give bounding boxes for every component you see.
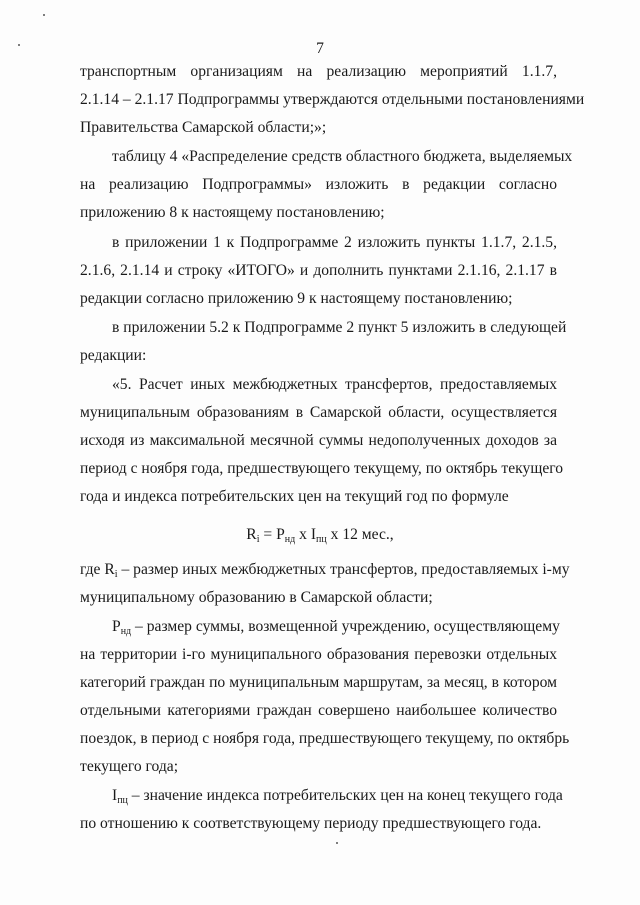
text-line: муниципальным образованиям в Самарской области, осуществляется: [80, 404, 557, 421]
definition-symbol: P: [112, 618, 121, 635]
text-line: редакции:: [80, 347, 147, 364]
text-line: исходя из максимальной месячной суммы недополученных доходов за: [80, 432, 557, 449]
definition-subscript: пц: [117, 795, 128, 806]
text-line: поездок, в период с ноября года, предшествующего текущему, по октябрь: [80, 730, 570, 747]
text-line: отдельными категориями граждан совершено наибольшее количество: [80, 702, 557, 719]
formula-text: x: [295, 526, 311, 543]
text-line: по отношению к соответствующему периоду предшествующего года.: [80, 815, 542, 832]
text-line: «5. Расчет иных межбюджетных трансфертов, предоставляемых: [112, 376, 557, 393]
text-line: редакции согласно приложению 9 к настоящему постановлению;: [80, 290, 513, 307]
text-line: в приложении 1 к Подпрограмме 2 изложить пункты 1.1.7, 2.1.5,: [112, 234, 557, 251]
text-line: на территории i-го муниципального образования перевозки отдельных: [80, 646, 557, 663]
scan-speck: [43, 14, 45, 16]
definition-line: $P_{нд}$ – размер суммы, возмещенной учреждению, осуществляющему: [112, 618, 560, 637]
formula-text: x 12 мес.,: [326, 526, 394, 543]
text-line: 2.1.6, 2.1.14 и строку «ИТОГО» и дополнить пунктами 2.1.16, 2.1.17 в: [80, 262, 557, 279]
text-line: приложению 8 к настоящему постановлению;: [80, 204, 385, 221]
text-line: года и индекса потребительских цен на текущий год по формуле: [80, 488, 509, 505]
text-line: в приложении 5.2 к Подпрограмме 2 пункт 5 изложить в следующей: [112, 319, 567, 336]
definition-subscript: нд: [120, 626, 132, 637]
scan-speck: [336, 842, 338, 844]
formula-subscript: i: [256, 534, 260, 545]
text-line: Правительства Самарской области;»;: [80, 119, 327, 136]
text-line: на реализацию Подпрограммы» изложить в редакции согласно: [80, 176, 557, 193]
text-line: категорий граждан по муниципальным маршрутам, за месяц, в котором: [80, 674, 557, 691]
formula-subscript: нд: [284, 534, 296, 545]
text-line: муниципальному образованию в Самарской области;: [80, 589, 433, 606]
formula-symbol-i: I: [310, 526, 317, 543]
definition-symbol: I: [112, 787, 118, 804]
text-line: текущего года;: [80, 758, 179, 775]
text-line: 2.1.14 – 2.1.17 Подпрограммы утверждаются отдельными постановлениями: [80, 91, 585, 108]
formula-subscript: пц: [316, 534, 327, 545]
formula-symbol-r: R: [246, 526, 257, 543]
definition-symbol: R: [104, 561, 115, 578]
text-line: таблицу 4 «Распределение средств областного бюджета, выделяемых: [112, 148, 573, 165]
formula-text: =: [259, 526, 277, 543]
definition-line: $I_{пц}$ – значение индекса потребительских цен на конец текущего года: [112, 787, 563, 806]
text-line: период с ноября года, предшествующего текущему, по октябрь текущего: [80, 460, 564, 477]
page-number: 7: [316, 40, 324, 57]
formula-symbol-p: P: [276, 526, 285, 543]
text-line: транспортным организациям на реализацию мероприятий 1.1.7,: [80, 63, 557, 80]
definition-line: где $R_i$ – размер иных межбюджетных трансфертов, предоставляемых i-му: [80, 561, 570, 580]
definition-subscript: i: [114, 569, 118, 580]
formula: [0, 525, 640, 545]
